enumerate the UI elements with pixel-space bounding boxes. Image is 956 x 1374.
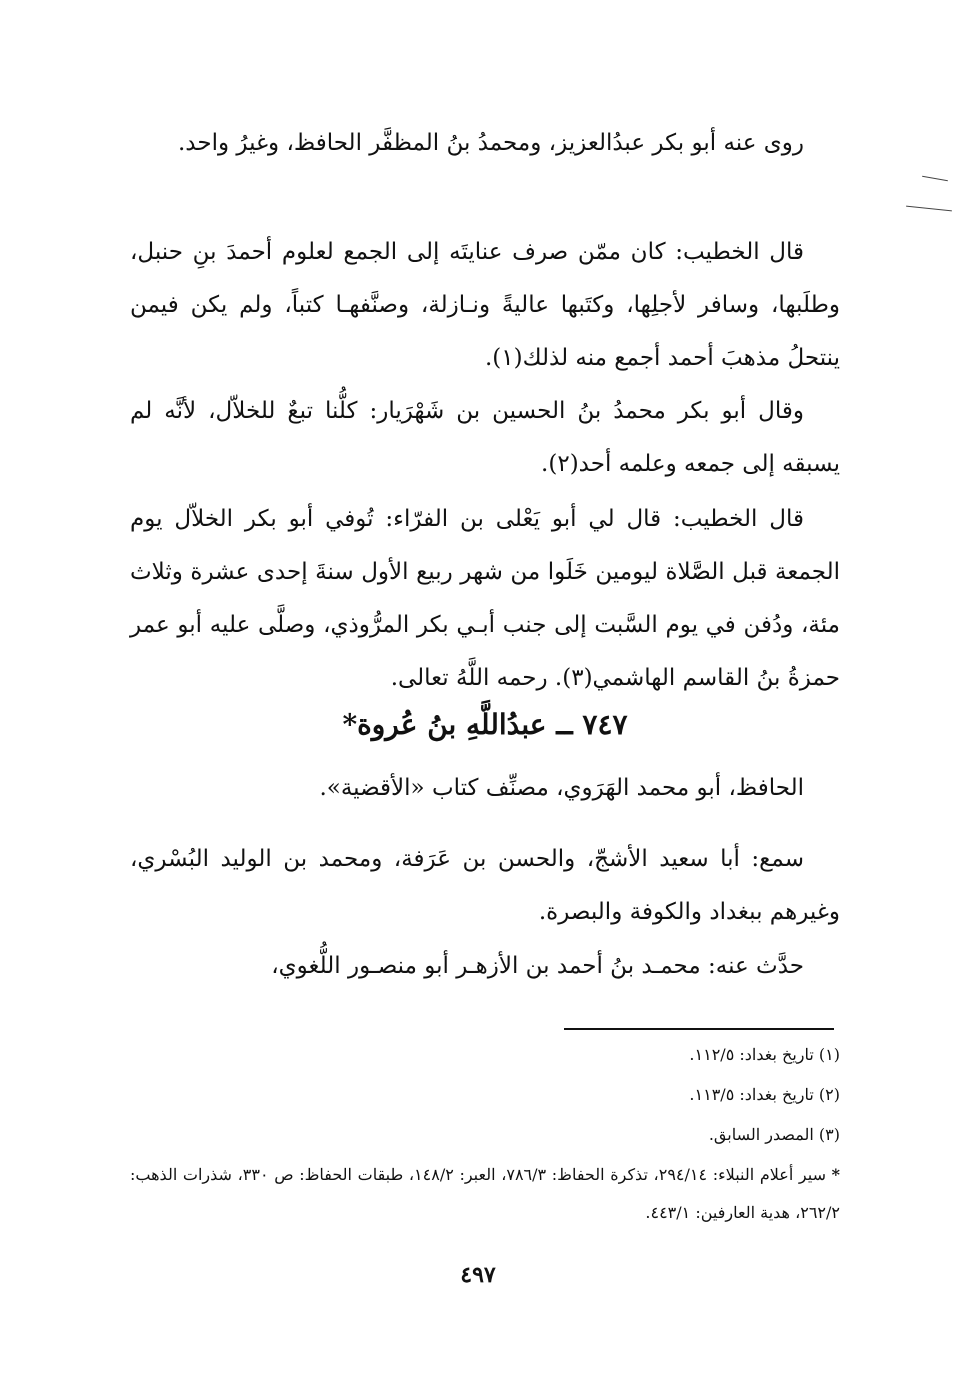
body-paragraph-5 xyxy=(130,762,840,815)
body-paragraph-4 xyxy=(130,493,840,705)
footnote-sources xyxy=(130,1156,840,1232)
footnote-divider xyxy=(564,1028,834,1030)
margin-scan-mark xyxy=(922,176,948,181)
footnote-2: (٢) تاريخ بغداد: ١١٣/٥. xyxy=(689,1085,840,1104)
body-paragraph-5-text: الحافظ، أبو محمد الهَرَوي، مصنِّف كتاب «الأقضية». xyxy=(319,775,804,801)
footnote-sources-text: سير أعلام النبلاء: ٢٩٤/١٤، تذكرة الحفاظ: ٧٨٦/٣، العبر: ١٤٨/٢، طبقات الحفاظ: ص ٣٣٠، شذرات الذهب: ٢٦٢/٢، هدية العارفين: ٤٤٣/١. xyxy=(130,1165,840,1222)
body-paragraph-4-text: قال الخطيب: قال لي أبو يَعْلى بن الفرّاء: تُوفي أبو بكر الخلاّل يوم الجمعة قبل الصَّلاة ليومين خَلَوا من شهر ربيع الأول سنةَ إحدى عشرة وثلاث مئة، ودُفن في يوم السَّبت إلى جنب أبـي بكر المرُّوذي، وصلَّى عليه أبو عمر حمزةُ بنُ القاسم الهاشمي(٣). رحمه اللَّهُ تعالى. xyxy=(130,506,840,691)
footnote-star-marker: * xyxy=(831,1165,840,1184)
body-paragraph-2 xyxy=(130,226,840,385)
body-paragraph-7-text: حدَّث عنه: محمـد بنُ أحمد بن الأزهـر أبو منصـور اللُّغوي، xyxy=(271,953,804,979)
page-number: ٤٩٧ xyxy=(460,1262,496,1288)
body-paragraph-1 xyxy=(130,117,840,170)
body-paragraph-3 xyxy=(130,385,840,491)
body-paragraph-1-text: روى عنه أبو بكر عبدُالعزيز، ومحمدُ بنُ المظفَّر الحافظ، وغيرُ واحد. xyxy=(177,130,804,156)
body-paragraph-6 xyxy=(130,833,840,939)
body-paragraph-6-text: سمع: أبا سعيد الأشجّ، والحسن بن عَرَفة، ومحمد بن الوليد البُسْري، وغيرهم ببغداد والكوفة والبصرة. xyxy=(130,846,840,925)
margin-scan-mark xyxy=(906,206,952,212)
body-paragraph-3-text: وقال أبو بكر محمدُ بنُ الحسين بن شَهْرَيار: كلُّنا تبعٌ للخلاّل، لأنَّه لم يسبقه إلى جمعه وعلمه أحد(٢). xyxy=(130,398,840,477)
body-paragraph-7 xyxy=(130,940,840,993)
entry-heading: ٧٤٧ ــ عبدُاللَّهِ بنُ عُروة* xyxy=(342,708,628,741)
footnote-3: (٣) المصدر السابق. xyxy=(708,1125,840,1144)
body-paragraph-2-text: قال الخطيب: كان ممّن صرف عنايتَه إلى الجمع لعلوم أحمدَ بنِ حنبل، وطلَبها، وسافر لأجلِها، وكتَبها عاليةً ونـازلة، وصنَّفهـا كتباً، ولم يكن فيمن ينتحلُ مذهبَ أحمد أجمع منه لذلك(١). xyxy=(130,239,840,371)
footnote-1: (١) تاريخ بغداد: ١١٢/٥. xyxy=(689,1045,840,1064)
